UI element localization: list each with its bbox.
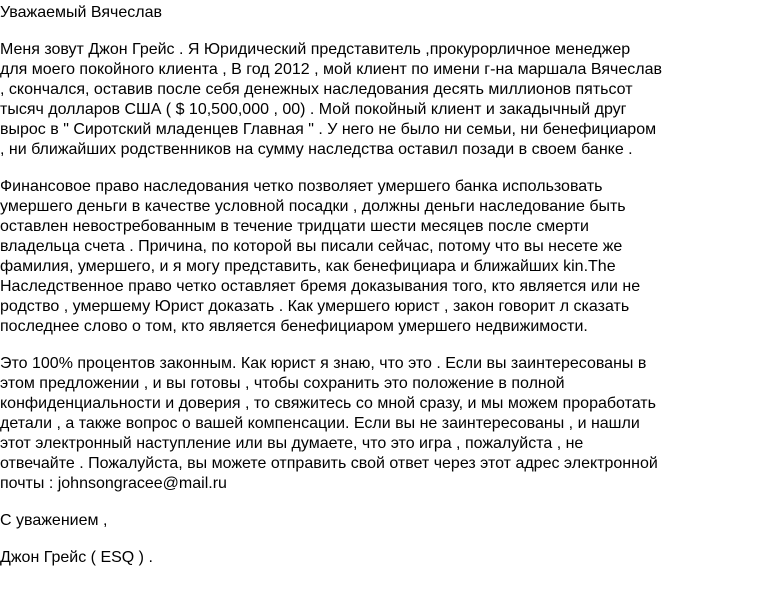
paragraph-gap	[0, 160, 769, 177]
text-line: умершего деньги в качестве условной посадки , должны деньги наследование быть	[0, 198, 626, 215]
text-line: тысяч долларов США ( $ 10,500,000 , 00) . Мой покойный клиент и закадычный друг	[0, 101, 627, 118]
text-line: конфиденциальности и доверия , то свяжитесь со мной сразу, и мы можем проработать	[0, 395, 656, 412]
text-line: этом предложении , и вы готовы , чтобы сохранить это положение в полной	[0, 375, 565, 392]
closing-line: С уважением ,	[0, 512, 108, 529]
text-line: детали , а также вопрос о вашей компенсации. Если вы не заинтересованы , и нашли	[0, 415, 640, 432]
text-line: Это 100% процентов законным. Как юрист я знаю, что это . Если вы заинтересованы в	[0, 355, 647, 372]
text-line: последнее слово о том, кто является бенефициаром умершего недвижимости.	[0, 318, 588, 335]
text-line: почты : johnsongracee@mail.ru	[0, 475, 227, 492]
text-line: этот электронный наступление или вы думаете, что это игра , пожалуйста , не	[0, 435, 584, 452]
paragraph-gap	[0, 494, 769, 511]
text-line: для моего покойного клиента , В год 2012 , мой клиент по имени г-на маршала Вячеслав	[0, 61, 662, 78]
text-line: , ни ближайших родственников на сумму наследства оставил позади в своем банке .	[0, 141, 633, 158]
text-line: Наследственное право четко оставляет бремя доказывания того, кто является или не	[0, 278, 641, 295]
greeting-line: Уважаемый Вячеслав	[0, 4, 162, 21]
text-line: , скончался, оставив после себя денежных наследования десять миллионов пятьсот	[0, 81, 633, 98]
paragraph-inheritance-law	[0, 177, 769, 337]
text-line: вырос в " Сиротский младенцев Главная " . У него не было ни семьи, ни бенефициаром	[0, 121, 657, 138]
paragraph-gap	[0, 23, 769, 40]
text-line: отвечайте . Пожалуйста, вы можете отправить свой ответ через этот адрес электронной	[0, 455, 658, 472]
paragraph-gap	[0, 531, 769, 548]
paragraph-introduction	[0, 40, 769, 160]
text-line: Меня зовут Джон Грейс . Я Юридический представитель ,прокурорличное менеджер	[0, 41, 631, 58]
paragraph-offer	[0, 354, 769, 494]
paragraph-gap	[0, 337, 769, 354]
text-line: фамилия, умершего, и я могу представить, как бенефициара и ближайших kin.The	[0, 258, 616, 275]
signature-line: Джон Грейс ( ESQ ) .	[0, 549, 153, 566]
text-line: родство , умершему Юрист доказать . Как умершего юрист , закон говорит л сказать	[0, 298, 630, 315]
text-line: Финансовое право наследования четко позволяет умершего банка использовать	[0, 178, 603, 195]
text-line: владельца счета . Причина, по которой вы писали сейчас, потому что вы несете же	[0, 238, 623, 255]
text-line: оставлен невостребованным в течение тридцати шести месяцев после смерти	[0, 218, 589, 235]
